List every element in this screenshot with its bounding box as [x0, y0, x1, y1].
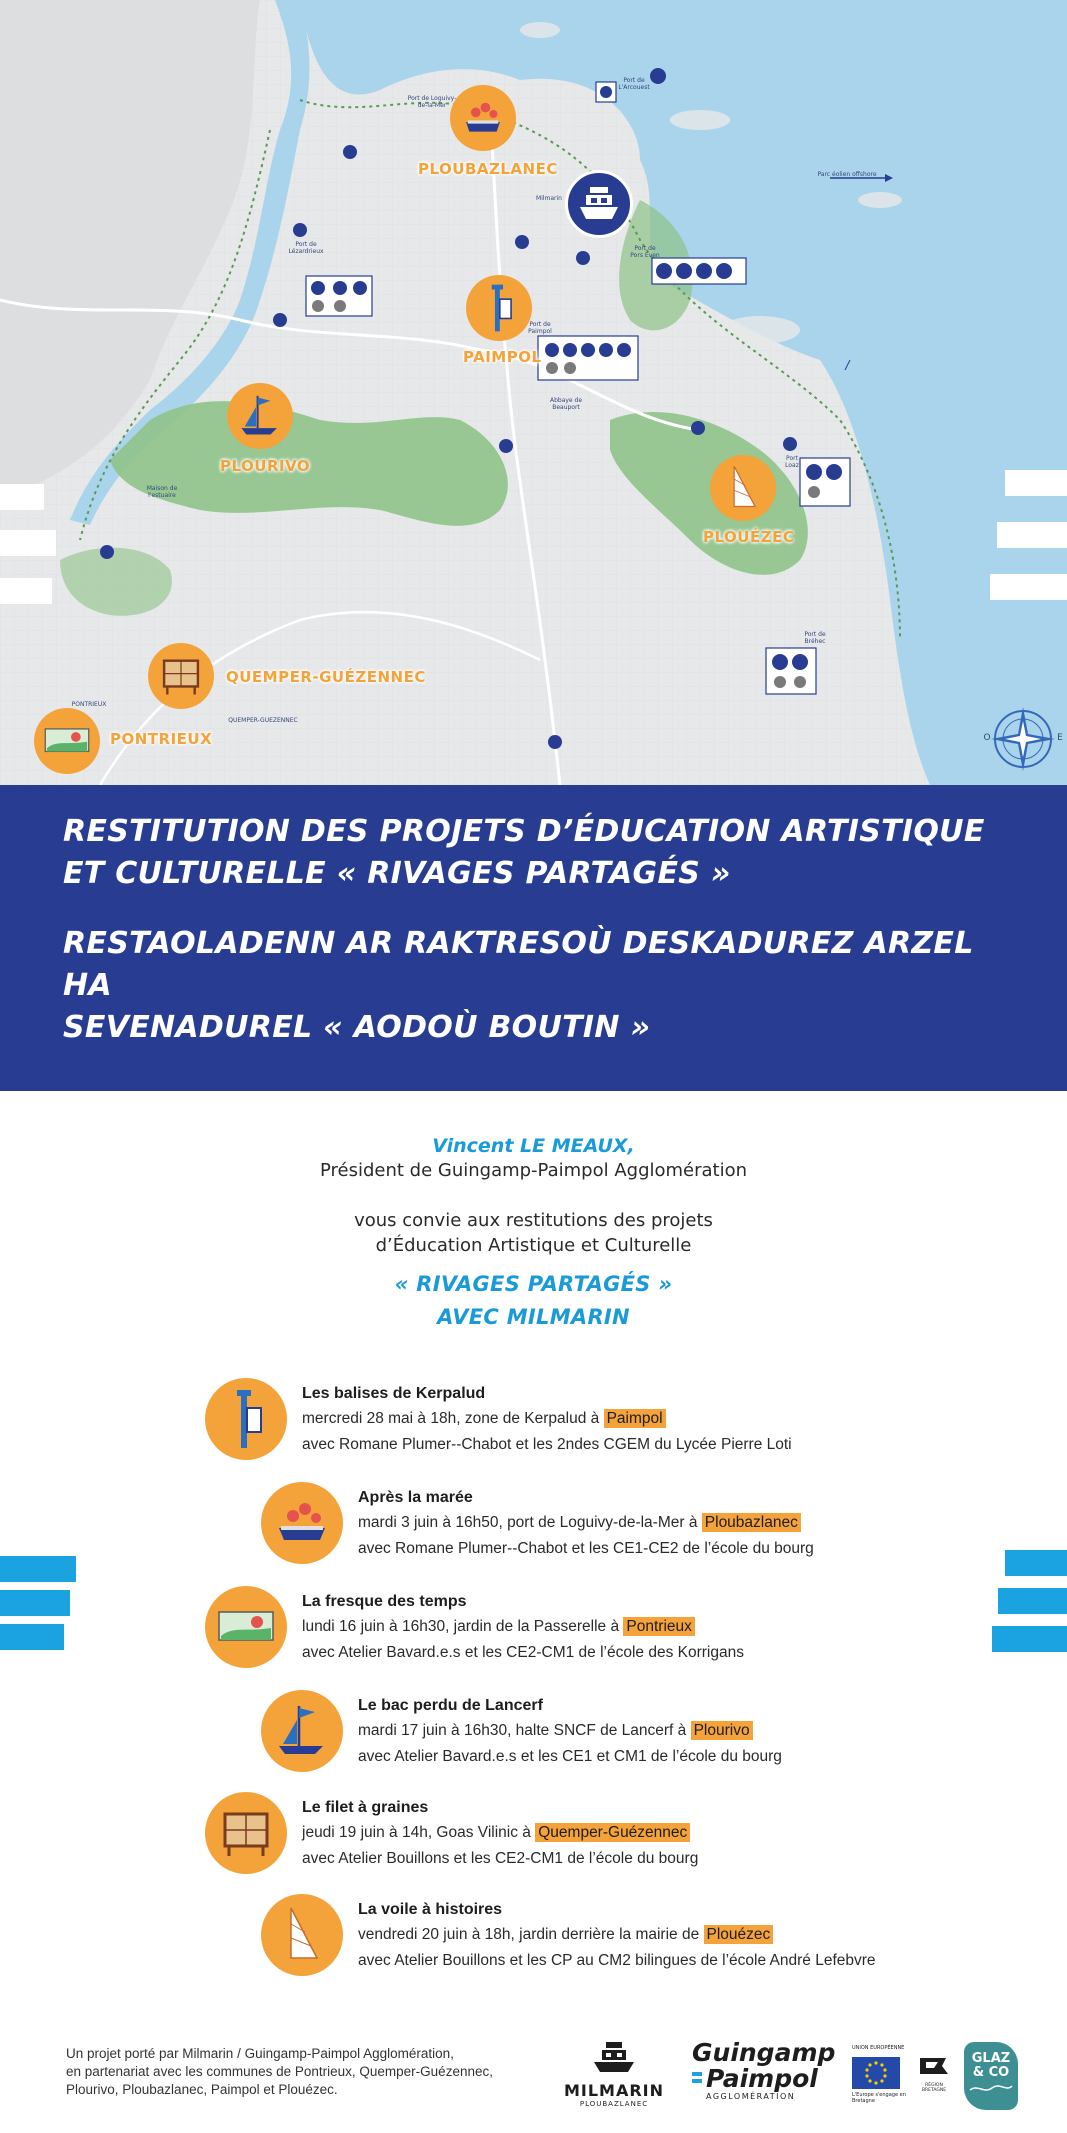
town-label-ploubazlanec: PLOUBAZLANEC: [418, 160, 558, 178]
event-with: avec Atelier Bavard.e.s et les CE2-CM1 de l’école des Korrigans: [302, 1644, 744, 1661]
map-label-paimpol-port: Port de Paimpol: [528, 321, 552, 335]
project-title-line-2: AVEC MILMARIN: [437, 1305, 630, 1329]
title-french-line-1: RESTITUTION DES PROJETS D’ÉDUCATION ARTISTIQUE: [63, 814, 985, 849]
map-label-pors-even: Port de Pors Even: [630, 245, 660, 259]
eu-sub: L'Europe s'engage en Bretagne: [852, 2092, 906, 2104]
town-label-quemper-guezennec: QUEMPER-GUÉZENNEC: [226, 668, 426, 686]
stripe-left-2: [0, 1590, 70, 1616]
event-with: avec Atelier Bouillons et les CE2-CM1 de l’école du bourg: [302, 1850, 699, 1867]
event-when: [358, 1922, 1038, 1948]
sail-icon: [261, 1894, 343, 1976]
footer-line-2: en partenariat avec les communes de Pontrieux, Quemper-Guézennec,: [66, 2064, 493, 2079]
stripe-left-3: [0, 1624, 64, 1650]
event-town-highlight: Pontrieux: [623, 1617, 694, 1636]
town-label-paimpol: PAIMPOL: [463, 348, 542, 366]
event-title: Le bac perdu de Lancerf: [358, 1697, 543, 1714]
event-with: avec Romane Plumer--Chabot et les CE1-CE2 de l’école du bourg: [358, 1540, 814, 1557]
glaz-co-logo: [964, 2042, 1018, 2110]
map-label-offshore: Parc éolien offshore: [817, 171, 877, 178]
town-label-plourivo: PLOURIVO: [220, 457, 311, 475]
event-when-text: vendredi 20 juin à 18h, jardin derrière la mairie de: [358, 1926, 704, 1943]
eu-label: UNION EUROPÉENNE: [852, 2045, 905, 2051]
map-pin-quemper-guezennec: [148, 643, 214, 709]
event-title: La voile à histoires: [358, 1901, 503, 1918]
map-label-pontrieux-small: PONTRIEUX: [71, 701, 107, 708]
map-label-lezardrieux: Port de Lézardrieux: [288, 241, 324, 255]
event-icon: [261, 1690, 343, 1772]
beacon-icon: [205, 1378, 287, 1460]
event-town-highlight: Quemper-Guézennec: [535, 1823, 690, 1842]
event-with: avec Romane Plumer--Chabot et les 2ndes CGEM du Lycée Pierre Loti: [302, 1436, 792, 1453]
boat-flowers-icon: [450, 85, 516, 151]
fresco-icon: [34, 708, 100, 774]
event-icon: [261, 1482, 343, 1564]
sailboat-icon: [227, 383, 293, 449]
event-title: Le filet à graines: [302, 1799, 429, 1816]
region-label: RÉGION BRETAGNE: [921, 2083, 947, 2093]
fresco-icon: [205, 1586, 287, 1668]
compass-label-west: O: [983, 733, 991, 743]
map-label-loguivy: Port de Loguivy-de-la-Mer: [407, 95, 457, 109]
map-pin-ploubazlanec: [450, 85, 516, 151]
host-role: Président de Guingamp-Paimpol Agglomération: [319, 1160, 748, 1181]
map-label-quemper-small: QUEMPER-GUEZENNEC: [228, 717, 298, 724]
net-icon: [148, 643, 214, 709]
title-breton-line-1: RESTAOLADENN AR RAKTRESOÙ DESKADUREZ ARZEL HA: [63, 926, 974, 1003]
milmarin-logo: [558, 2038, 670, 2108]
milmarin-logo-text: MILMARIN: [563, 2081, 665, 2100]
host-name: Vincent LE MEAUX,: [432, 1135, 635, 1157]
map-pin-plourivo: [227, 383, 293, 449]
footer-line-1: Un projet porté par Milmarin / Guingamp-Paimpol Agglomération,: [66, 2046, 454, 2061]
map-pin-plouezec: [710, 455, 776, 521]
title-banner: [0, 785, 1067, 1091]
sail-icon: [710, 455, 776, 521]
footer-line-3: Plourivo, Ploubazlanec, Paimpol et Plouézec.: [66, 2082, 338, 2097]
event-when-text: mardi 17 juin à 16h30, halte SNCF de Lancerf à: [358, 1722, 691, 1739]
map-label-milmarin: Milmarin: [536, 195, 562, 202]
event-when-text: jeudi 19 juin à 14h, Goas Vilinic à: [302, 1824, 536, 1841]
gp-logo-line-1: Guingamp: [692, 2038, 836, 2067]
eu-flag-icon: [852, 2057, 900, 2089]
map-label-ferme: Maison de l'estuaire: [146, 485, 178, 499]
event-when: [302, 1406, 942, 1432]
territory-map: [0, 0, 1067, 785]
stripe-right-1: [1005, 1550, 1067, 1576]
beacon-icon: [466, 275, 532, 341]
event-town-highlight: Paimpol: [604, 1409, 666, 1428]
title-breton-line-2: SEVENADUREL « AODOÙ BOUTIN »: [63, 1010, 651, 1045]
event-title: Les balises de Kerpalud: [302, 1385, 486, 1402]
invitation-line-2: d’Éducation Artistique et Culturelle: [375, 1235, 692, 1256]
event-when-text: mardi 3 juin à 16h50, port de Loguivy-de-la-Mer à: [358, 1514, 702, 1531]
event-town-highlight: Ploubazlanec: [702, 1513, 801, 1532]
stripe-left-1: [0, 1556, 76, 1582]
region-bretagne-icon: [916, 2054, 952, 2078]
event-title: La fresque des temps: [302, 1593, 467, 1610]
town-label-plouezec: PLOUÉZEC: [703, 528, 795, 546]
ship-icon: [568, 173, 630, 235]
title-french-line-2: ET CULTURELLE « RIVAGES PARTAGÉS »: [63, 856, 731, 891]
map-label-beauport: Abbaye de Beauport: [549, 397, 583, 411]
event-icon: [205, 1378, 287, 1460]
event-icon: [205, 1792, 287, 1874]
net-icon: [205, 1792, 287, 1874]
glaz-logo-line-2: & CO: [972, 2065, 1010, 2080]
event-town-highlight: Plourivo: [691, 1721, 753, 1740]
compass-label-east: E: [1057, 733, 1063, 743]
map-pin-paimpol: [466, 275, 532, 341]
stripe-right-3: [992, 1626, 1067, 1652]
title-french: [63, 811, 1023, 895]
title-breton: [63, 923, 1023, 1049]
event-icon: [261, 1894, 343, 1976]
event-town-highlight: Plouézec: [704, 1925, 774, 1944]
guingamp-paimpol-logo: [692, 2038, 836, 2106]
event-with: avec Atelier Bavard.e.s et les CE1 et CM1 de l’école du bourg: [358, 1748, 782, 1765]
town-label-pontrieux: PONTRIEUX: [110, 730, 213, 748]
map-label-brehec: Port de Bréhec: [804, 631, 826, 645]
event-when: [302, 1614, 942, 1640]
map-label-arcouest: Port de L'Arcouest: [618, 77, 650, 91]
boat-flowers-icon: [261, 1482, 343, 1564]
invitation-line-1: vous convie aux restitutions des projets: [354, 1210, 713, 1231]
event-when: [302, 1820, 942, 1846]
sailboat-icon: [261, 1690, 343, 1772]
milmarin-pin: [565, 170, 633, 238]
region-bretagne-logo: [916, 2054, 952, 2094]
stripe-right-2: [998, 1588, 1067, 1614]
map-pin-pontrieux: [34, 708, 100, 774]
event-when-text: mercredi 28 mai à 18h, zone de Kerpalud à: [302, 1410, 604, 1427]
event-title: Après la marée: [358, 1489, 473, 1506]
gp-logo-sub: AGGLOMÉRATION: [706, 2092, 796, 2101]
gp-logo-line-2: Paimpol: [706, 2064, 818, 2093]
glaz-logo-line-1: GLAZ: [971, 2051, 1011, 2066]
project-title-line-1: « RIVAGES PARTAGÉS »: [394, 1272, 673, 1296]
event-icon: [205, 1586, 287, 1668]
map-label-loaz: Port Loaz: [785, 455, 799, 469]
eu-logo: [852, 2045, 908, 2111]
event-when: [358, 1718, 998, 1744]
milmarin-ship-icon: [558, 2038, 670, 2076]
event-when-text: lundi 16 juin à 16h30, jardin de la Passerelle à: [302, 1618, 624, 1635]
event-with: avec Atelier Bouillons et les CP au CM2 bilingues de l’école André Lefebvre: [358, 1952, 876, 1969]
footer-credits: [66, 2045, 536, 2099]
wave-icon: [964, 2080, 1018, 2096]
milmarin-logo-sub: PLOUBAZLANEC: [579, 2100, 649, 2108]
event-when: [358, 1510, 998, 1536]
